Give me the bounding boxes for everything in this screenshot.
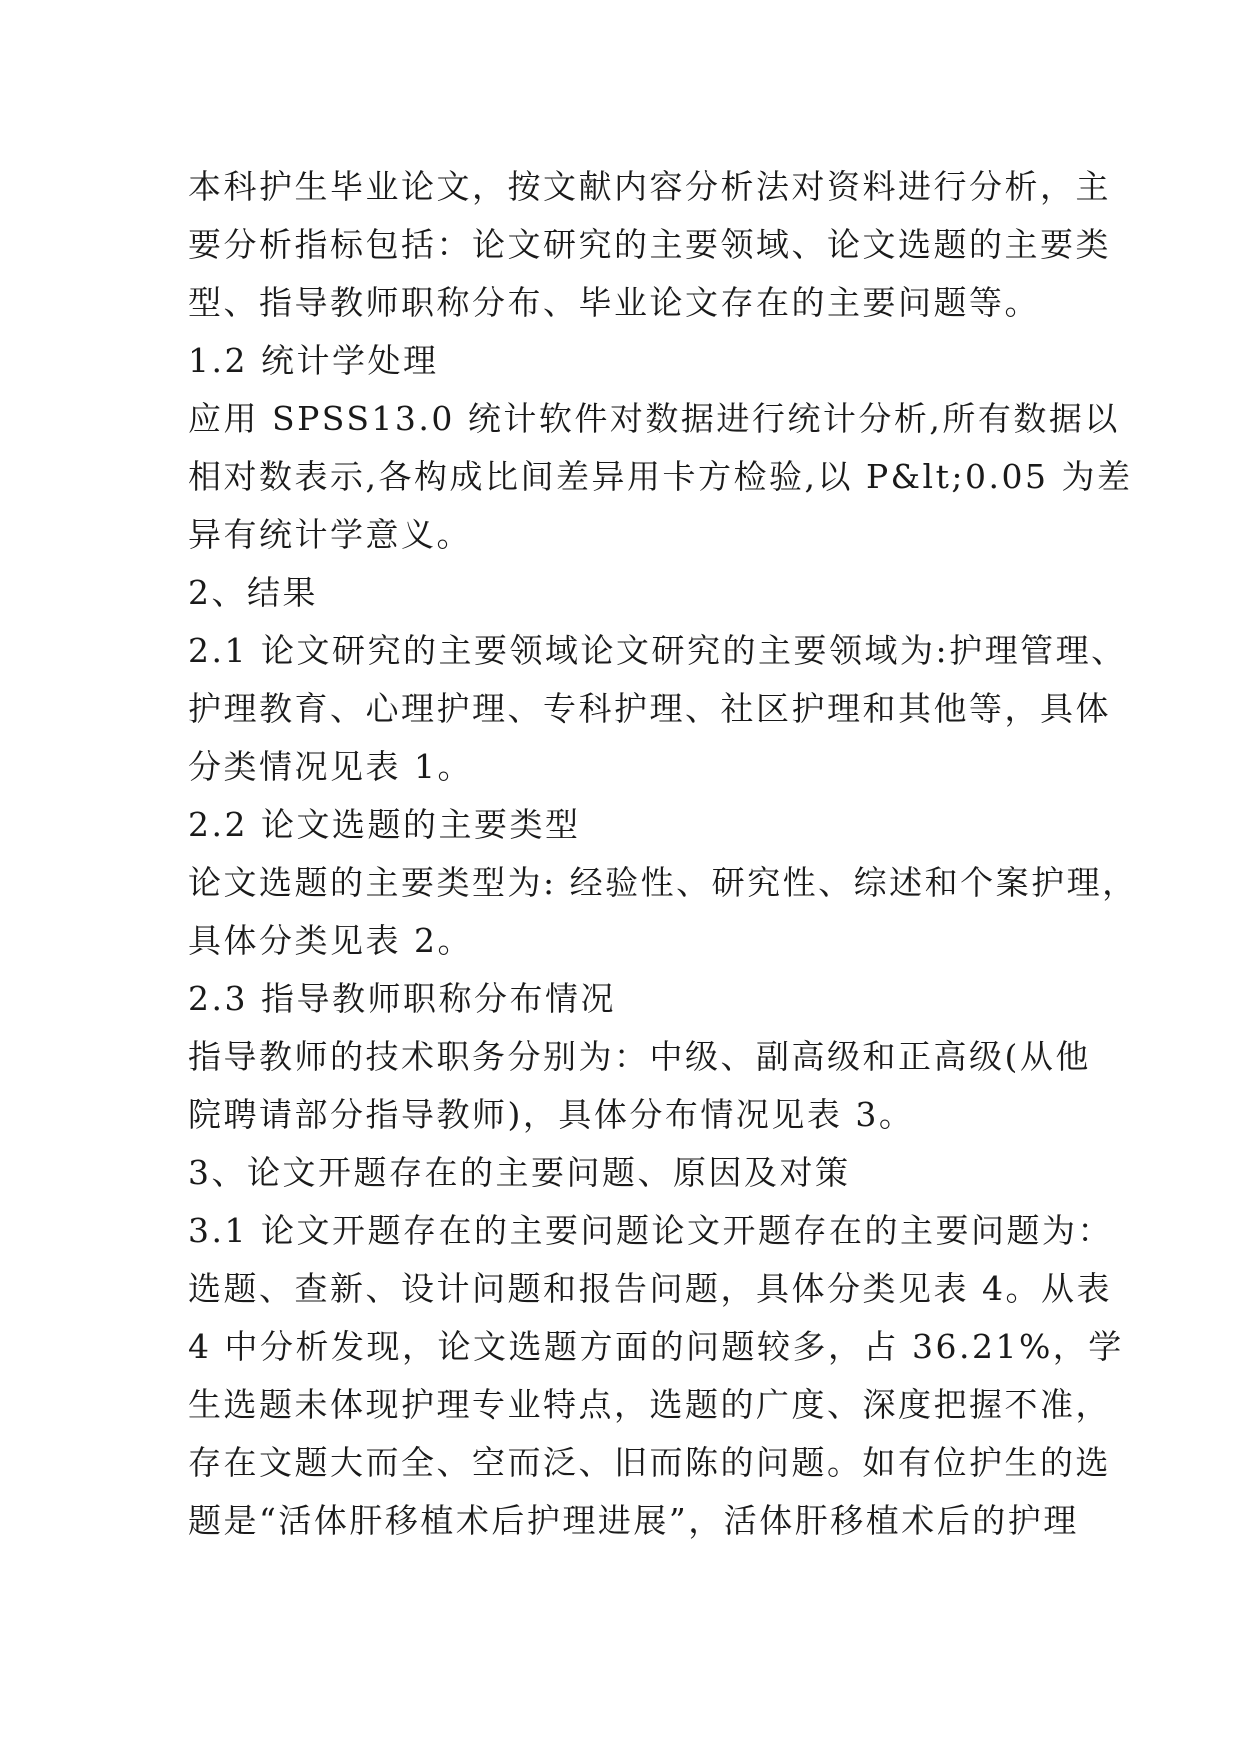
text-line: 4 中分析发现，论文选题方面的问题较多，占 36.21%，学 xyxy=(188,1327,1124,1366)
body-text xyxy=(188,158,1138,1550)
text-line: 分类情况见表 1。 xyxy=(188,747,473,786)
section-heading-1-2: 1.2 统计学处理 xyxy=(188,341,439,380)
text-line: 存在文题大而全、空而泛、旧而陈的问题。如有位护生的选 xyxy=(188,1443,1111,1482)
text-line: 具体分类见表 2。 xyxy=(188,921,473,960)
section-heading-2-2: 2.2 论文选题的主要类型 xyxy=(188,805,581,844)
section-heading-2-3: 2.3 指导教师职称分布情况 xyxy=(188,979,616,1018)
text-line: 型、指导教师职称分布、毕业论文存在的主要问题等。 xyxy=(188,283,1040,322)
text-line: 应用 SPSS13.0 统计软件对数据进行统计分析,所有数据以 xyxy=(188,399,1120,438)
text-line: 本科护生毕业论文，按文献内容分析法对资料进行分析，主 xyxy=(188,167,1111,206)
text-line: 要分析指标包括：论文研究的主要领域、论文选题的主要类 xyxy=(188,225,1111,264)
section-heading-2-1: 2.1 论文研究的主要领域论文研究的主要领域为:护理管理、 xyxy=(188,631,1127,670)
text-line: 异有统计学意义。 xyxy=(188,515,472,554)
text-line: 院聘请部分指导教师)，具体分布情况见表 3。 xyxy=(188,1095,915,1134)
text-line: 护理教育、心理护理、专科护理、社区护理和其他等，具体 xyxy=(188,689,1111,728)
section-heading-3: 3、论文开题存在的主要问题、原因及对策 xyxy=(188,1153,851,1192)
section-heading-3-1: 3.1 论文开题存在的主要问题论文开题存在的主要问题为： xyxy=(188,1211,1113,1250)
text-line: 题是“活体肝移植术后护理进展”，活体肝移植术后的护理 xyxy=(188,1501,1079,1540)
text-line: 生选题未体现护理专业特点，选题的广度、深度把握不准， xyxy=(188,1385,1111,1424)
section-heading-2: 2、结果 xyxy=(188,573,318,612)
text-line: 论文选题的主要类型为: 经验性、研究性、综述和个案护理， xyxy=(188,863,1138,902)
text-line: 相对数表示,各构成比间差异用卡方检验,以 P&lt;0.05 为差 xyxy=(188,457,1133,496)
text-line: 指导教师的技术职务分别为：中级、副高级和正高级(从他 xyxy=(188,1037,1091,1076)
text-line: 选题、查新、设计问题和报告问题，具体分类见表 4。从表 xyxy=(188,1269,1112,1308)
